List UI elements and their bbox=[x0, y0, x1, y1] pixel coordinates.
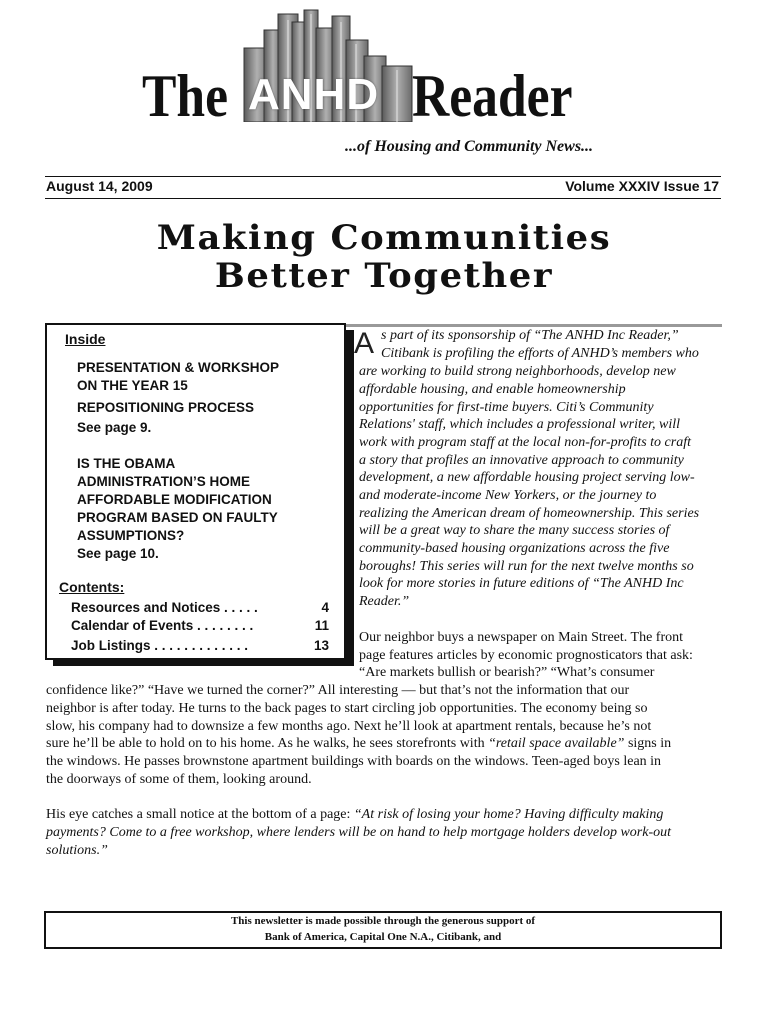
intro-line: realizing the American dream of homeownership. This series bbox=[359, 506, 700, 521]
masthead-the: The bbox=[142, 63, 229, 129]
inside-item-1-line: PRESENTATION & WORKSHOP bbox=[77, 360, 280, 375]
inside-item-2-link[interactable]: See page 10. bbox=[77, 546, 159, 561]
intro-line: opportunities for first-time buyers. Citi’s Community bbox=[359, 400, 654, 415]
inside-item-2-line: PROGRAM BASED ON FAULTY bbox=[77, 510, 278, 525]
story-line: the doorways of some of them, looking around. bbox=[46, 772, 312, 787]
intro-line: work with program staff at the local non-for-profits to craft bbox=[359, 435, 691, 450]
issue-date: August 14, 2009 bbox=[46, 178, 153, 194]
intro-line: community-based housing organizations across the five bbox=[359, 541, 670, 556]
inside-heading: Inside bbox=[65, 331, 106, 347]
story-line: slow, his company had to downsize a few months ago. Next he’ll look at apartment rentals, because he’s not bbox=[46, 719, 652, 734]
toc-page: 11 bbox=[314, 618, 329, 633]
headline-line-2: Better Together bbox=[214, 256, 554, 296]
story-line bbox=[46, 806, 663, 824]
story-text: His eye catches a small notice at the bottom of a page: bbox=[46, 807, 351, 822]
story-line: the windows. He passes brownstone apartment buildings with boards on the windows. Teen-aged boys lean in bbox=[46, 754, 662, 769]
sponsor-line-2: Bank of America, Capital One N.A., Citibank, and bbox=[264, 931, 502, 943]
story-line: “Are markets bullish or bearish?” “What’s consumer bbox=[359, 665, 655, 680]
intro-line: are working to build strong neighborhoods, develop new bbox=[359, 364, 676, 379]
story-line: confidence like?” “Have we turned the corner?” All interesting — but that’s not the information that our bbox=[46, 683, 630, 698]
inside-box bbox=[45, 323, 346, 660]
inside-item-1-link[interactable]: See page 9. bbox=[77, 420, 152, 435]
tagline: ...of Housing and Community News... bbox=[345, 138, 594, 155]
masthead-anhd: ANHD bbox=[248, 70, 380, 119]
headline-line-1: Making Communities bbox=[156, 218, 612, 258]
intro-line: and moderate-income New Yorkers, or the journey to bbox=[359, 488, 657, 503]
inside-item-2-line: ASSUMPTIONS? bbox=[77, 528, 185, 543]
inside-item-2-line: ADMINISTRATION’S HOME bbox=[77, 474, 250, 489]
story-text: sure he’ll be able to hold on to his home. As he walks, he sees storefronts with bbox=[46, 736, 485, 751]
sponsor-box bbox=[44, 911, 722, 949]
intro-line: Citibank is profiling the efforts of ANHD’s members who bbox=[381, 346, 699, 361]
inside-item-1-line: ON THE YEAR 15 bbox=[77, 378, 188, 393]
intro-line: look for more stories in future editions of “The ANHD Inc bbox=[359, 576, 684, 591]
contents-heading: Contents: bbox=[59, 579, 125, 595]
story-text: signs in bbox=[627, 736, 672, 751]
story-line bbox=[46, 735, 671, 753]
workshop-quote: “At risk of losing your home? Having difficulty making bbox=[353, 807, 664, 822]
intro-line: development, a new affordable housing project serving low- bbox=[359, 470, 695, 485]
workshop-quote: payments? Come to a free workshop, where lenders will be on hand to help mortgage holders develop work-out bbox=[46, 825, 671, 840]
toc-page: 13 bbox=[313, 638, 329, 653]
intro-line: will be a great way to share the many success stories of bbox=[359, 523, 670, 538]
retail-quote: “retail space available” bbox=[488, 736, 625, 751]
story-line: page features articles by economic prognosticators that ask: bbox=[359, 648, 693, 663]
toc-label: Resources and Notices . . . . . bbox=[71, 600, 258, 615]
intro-line: Reader.” bbox=[359, 594, 410, 609]
inside-item-2-line: IS THE OBAMA bbox=[77, 456, 176, 471]
drop-cap: A bbox=[354, 327, 375, 360]
issue-volume: Volume XXXIV Issue 17 bbox=[565, 178, 719, 194]
story-line: Our neighbor buys a newspaper on Main Street. The front bbox=[359, 630, 683, 645]
workshop-quote: solutions.” bbox=[46, 843, 108, 858]
issue-rule-top bbox=[45, 176, 721, 177]
issue-rule-bottom bbox=[45, 198, 721, 199]
intro-line: affordable housing, and enable homeownership bbox=[359, 382, 626, 397]
toc-page: 4 bbox=[321, 600, 329, 615]
sponsor-line-1: This newsletter is made possible through the generous support of bbox=[230, 915, 536, 927]
toc-label: Job Listings . . . . . . . . . . . . . bbox=[71, 638, 249, 653]
toc-label: Calendar of Events . . . . . . . . bbox=[71, 618, 254, 633]
intro-line: Relations' staff, which includes a professional writer, will bbox=[359, 417, 680, 432]
masthead-reader: Reader bbox=[412, 63, 573, 129]
intro-line: s part of its sponsorship of “The ANHD Inc Reader,” bbox=[381, 328, 679, 343]
inside-item-1-line: REPOSITIONING PROCESS bbox=[77, 400, 255, 415]
intro-line: boroughs! This series will run for the next twelve months so bbox=[359, 559, 694, 574]
inside-item-2-line: AFFORDABLE MODIFICATION bbox=[77, 492, 272, 507]
intro-line: a story that profiles an innovative approach to community bbox=[359, 453, 684, 468]
story-line: neighbor is after today. He turns to the back pages to start circling job opportunities. The economy being so bbox=[46, 701, 648, 716]
